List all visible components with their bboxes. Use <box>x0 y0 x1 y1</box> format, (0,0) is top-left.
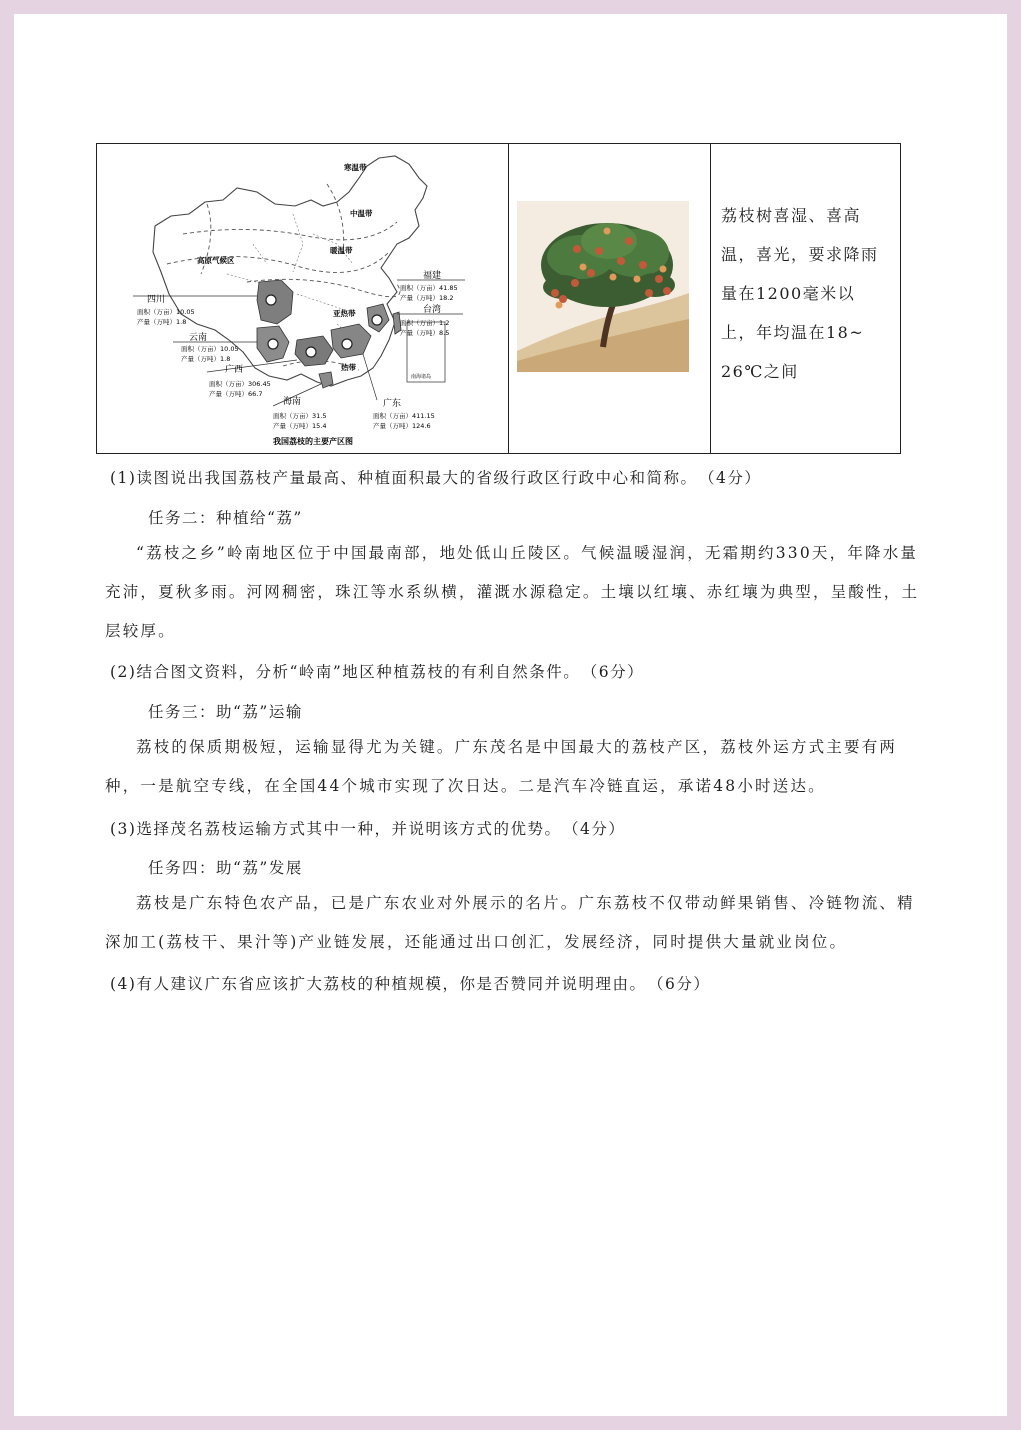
question-3: (3)选择茂名荔枝运输方式其中一种，并说明该方式的优势。 （4分） <box>110 820 626 838</box>
lychee-production-map <box>97 144 509 454</box>
zone-label-tropical: 热带 <box>341 363 356 372</box>
figure-table <box>96 143 901 454</box>
taiwan-area: 面积（万亩）1.2 <box>400 319 450 327</box>
yunnan-area: 面积（万亩）10.05 <box>181 345 239 353</box>
lychee-symbol <box>342 339 352 349</box>
guangxi-name: 广西 <box>225 365 244 375</box>
sichuan-area: 面积（万亩）10.05 <box>137 308 195 316</box>
zone-label-plateau: 高原气候区 <box>197 256 235 265</box>
inset-label: 南海诸岛 <box>411 374 432 380</box>
taiwan-name: 台湾 <box>423 305 442 315</box>
guangxi-output: 产量（万吨）66.7 <box>209 390 263 398</box>
description-line: 26℃之间 <box>721 362 799 381</box>
question-1: (1)读图说出我国荔枝产量最高、种植面积最大的省级行政区行政中心和简称。 （4分） <box>110 469 762 487</box>
task4-paragraph: 荔枝是广东特色农产品，已是广东农业对外展示的名片。广东荔枝不仅带动鲜果销售、冷链物流、精深加工(荔枝干、果汁等)产业链发展，还能通过出口创汇，发展经济，同时提供大量就业岗位。 <box>105 894 915 951</box>
guangdong-output: 产量（万吨）124.6 <box>373 422 431 430</box>
description-line: 量在1200毫米以 <box>721 284 856 303</box>
zone-label-midtemp: 中温带 <box>350 209 373 218</box>
hainan-area: 面积（万亩）31.5 <box>273 412 327 420</box>
lychee-description <box>711 144 900 453</box>
taiwan-output: 产量（万吨）8.5 <box>400 329 450 337</box>
task2-paragraph: “荔枝之乡”岭南地区位于中国最南部，地处低山丘陵区。气候温暖湿润，无霜期约330天，年降水量充沛，夏秋多雨。河网稠密，珠江等水系纵横，灌溉水源稳定。土壤以红壤、赤红壤为典型，呈酸性，土层较厚。 <box>105 544 920 640</box>
hainan-name: 海南 <box>283 397 302 407</box>
fujian-name: 福建 <box>423 271 442 281</box>
lychee-symbol <box>306 347 316 357</box>
guangdong-area: 面积（万亩）411.15 <box>373 412 435 420</box>
guangxi-area: 面积（万亩）306.45 <box>209 380 271 388</box>
guangdong-name: 广东 <box>383 399 402 409</box>
exam-page <box>14 14 1007 1416</box>
sichuan-output: 产量（万吨）1.8 <box>137 318 187 326</box>
zone-label-warmtemp: 暖温带 <box>330 246 353 255</box>
question-4: (4)有人建议广东省应该扩大荔枝的种植规模，你是否赞同并说明理由。 （6分） <box>110 975 711 993</box>
question-2: (2)结合图文资料，分析“岭南”地区种植荔枝的有利自然条件。 （6分） <box>110 663 645 681</box>
yunnan-output: 产量（万吨）1.8 <box>181 355 231 363</box>
task4-title: 任务四：助“荔”发展 <box>148 859 303 877</box>
zone-label-subtropical: 亚热带 <box>333 309 356 318</box>
task2-title: 任务二：种植给“荔” <box>148 509 303 527</box>
lychee-symbol <box>266 295 276 305</box>
callout-line <box>363 354 377 400</box>
description-line: 上，年均温在18~ <box>721 323 865 342</box>
map-cell <box>97 144 509 453</box>
hainan-output: 产量（万吨）15.4 <box>273 422 327 430</box>
map-caption: 我国荔枝的主要产区图 <box>273 437 353 446</box>
tree-cell <box>509 144 711 453</box>
lychee-symbol <box>372 315 382 325</box>
task3-paragraph: 荔枝的保质期极短，运输显得尤为关键。广东茂名是中国最大的荔枝产区，荔枝外运方式主要有两种，一是航空专线，在全国44个城市实现了次日达。二是汽车冷链直运，承诺48小时送达。 <box>105 738 898 795</box>
fujian-area: 面积（万亩）41.85 <box>400 284 458 292</box>
zone-line-2 <box>183 222 397 240</box>
sichuan-name: 四川 <box>147 295 166 305</box>
description-line: 温，喜光，要求降雨 <box>721 245 879 264</box>
description-line: 荔枝树喜湿、喜高 <box>721 206 862 225</box>
fujian-output: 产量（万吨）18.2 <box>400 294 454 302</box>
lychee-symbol <box>268 339 278 349</box>
task3-title: 任务三：助“荔”运输 <box>148 703 303 721</box>
zone-label-cold: 寒温带 <box>344 163 367 172</box>
yunnan-name: 云南 <box>189 333 208 343</box>
lychee-tree-illustration <box>517 201 689 372</box>
